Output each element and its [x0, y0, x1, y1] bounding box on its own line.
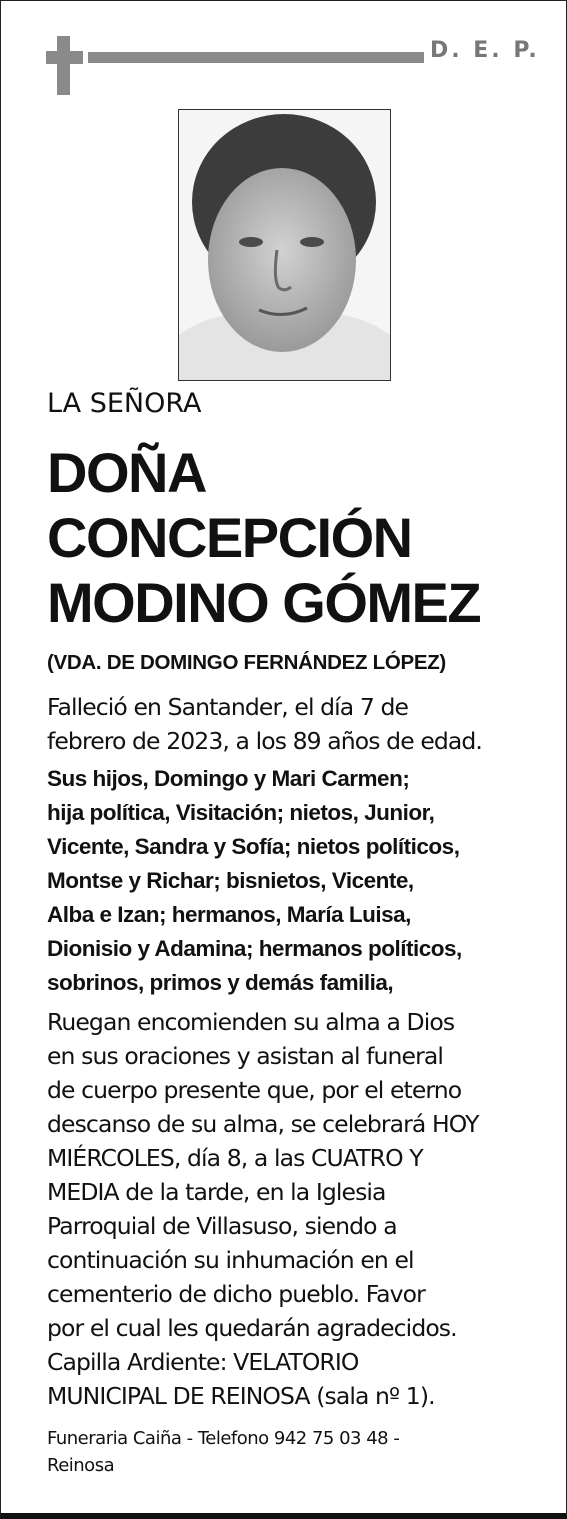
dep-label: D. E. P. — [430, 38, 540, 63]
header-rule — [88, 52, 424, 63]
family-line: Montse y Richar; bisnietos, Vicente, — [47, 868, 414, 893]
funeral-line: Capilla Ardiente: VELATORIO — [47, 1348, 359, 1376]
funeral-line: descanso de su alma, se celebrará HOY — [47, 1110, 479, 1138]
portrait-photo — [178, 109, 391, 381]
funeral-line: cementerio de dicho pueblo. Favor — [47, 1280, 425, 1308]
deceased-name-line3: MODINO GÓMEZ — [47, 571, 481, 634]
funeral-line: en sus oraciones y asistan al funeral — [47, 1042, 443, 1070]
death-line: febrero de 2023, a los 89 años de edad. — [47, 727, 482, 755]
funeral-line: MIÉRCOLES, día 8, a las CUATRO Y — [47, 1144, 423, 1172]
family-line: Dionisio y Adamina; hermanos políticos, — [47, 936, 462, 961]
funeral-line: MUNICIPAL DE REINOSA (sala nº 1). — [47, 1382, 435, 1410]
funeral-line: MEDIA de la tarde, en la Iglesia — [47, 1178, 386, 1206]
funeral-home-footer — [47, 1425, 399, 1479]
funeral-line: Ruegan encomienden su alma a Dios — [47, 1008, 455, 1036]
cross-icon-bar — [46, 51, 83, 64]
funeral-details — [47, 1005, 479, 1413]
death-announcement — [47, 690, 482, 758]
family-list — [47, 762, 462, 1000]
funeral-line: continuación su inhumación en el — [47, 1246, 414, 1274]
cross-icon — [57, 36, 70, 95]
widow-of: (VDA. DE DOMINGO FERNÁNDEZ LÓPEZ) — [47, 651, 446, 674]
funeral-line: por el cual les quedarán agradecidos. — [47, 1314, 457, 1342]
family-line: Vicente, Sandra y Sofía; nietos políticos, — [47, 834, 460, 859]
family-line: sobrinos, primos y demás familia, — [47, 970, 394, 995]
footer-line: Funeraria Caiña - Telefono 942 75 03 48 - — [47, 1428, 400, 1449]
funeral-line: de cuerpo presente que, por el eterno — [47, 1076, 462, 1104]
family-line: Alba e Izan; hermanos, María Luisa, — [47, 902, 411, 927]
family-line: Sus hijos, Domingo y Mari Carmen; — [47, 766, 410, 791]
portrait-photo-drawing — [179, 110, 390, 380]
deceased-name-line2: CONCEPCIÓN — [47, 506, 412, 569]
death-line: Falleció en Santander, el día 7 de — [47, 693, 409, 721]
funeral-line: Parroquial de Villasuso, siendo a — [47, 1212, 397, 1240]
footer-line: Reinosa — [47, 1455, 115, 1476]
deceased-name-line1: DOÑA — [47, 441, 206, 504]
title-label: LA SEÑORA — [47, 388, 202, 419]
family-line: hija política, Visitación; nietos, Junior, — [47, 800, 435, 825]
